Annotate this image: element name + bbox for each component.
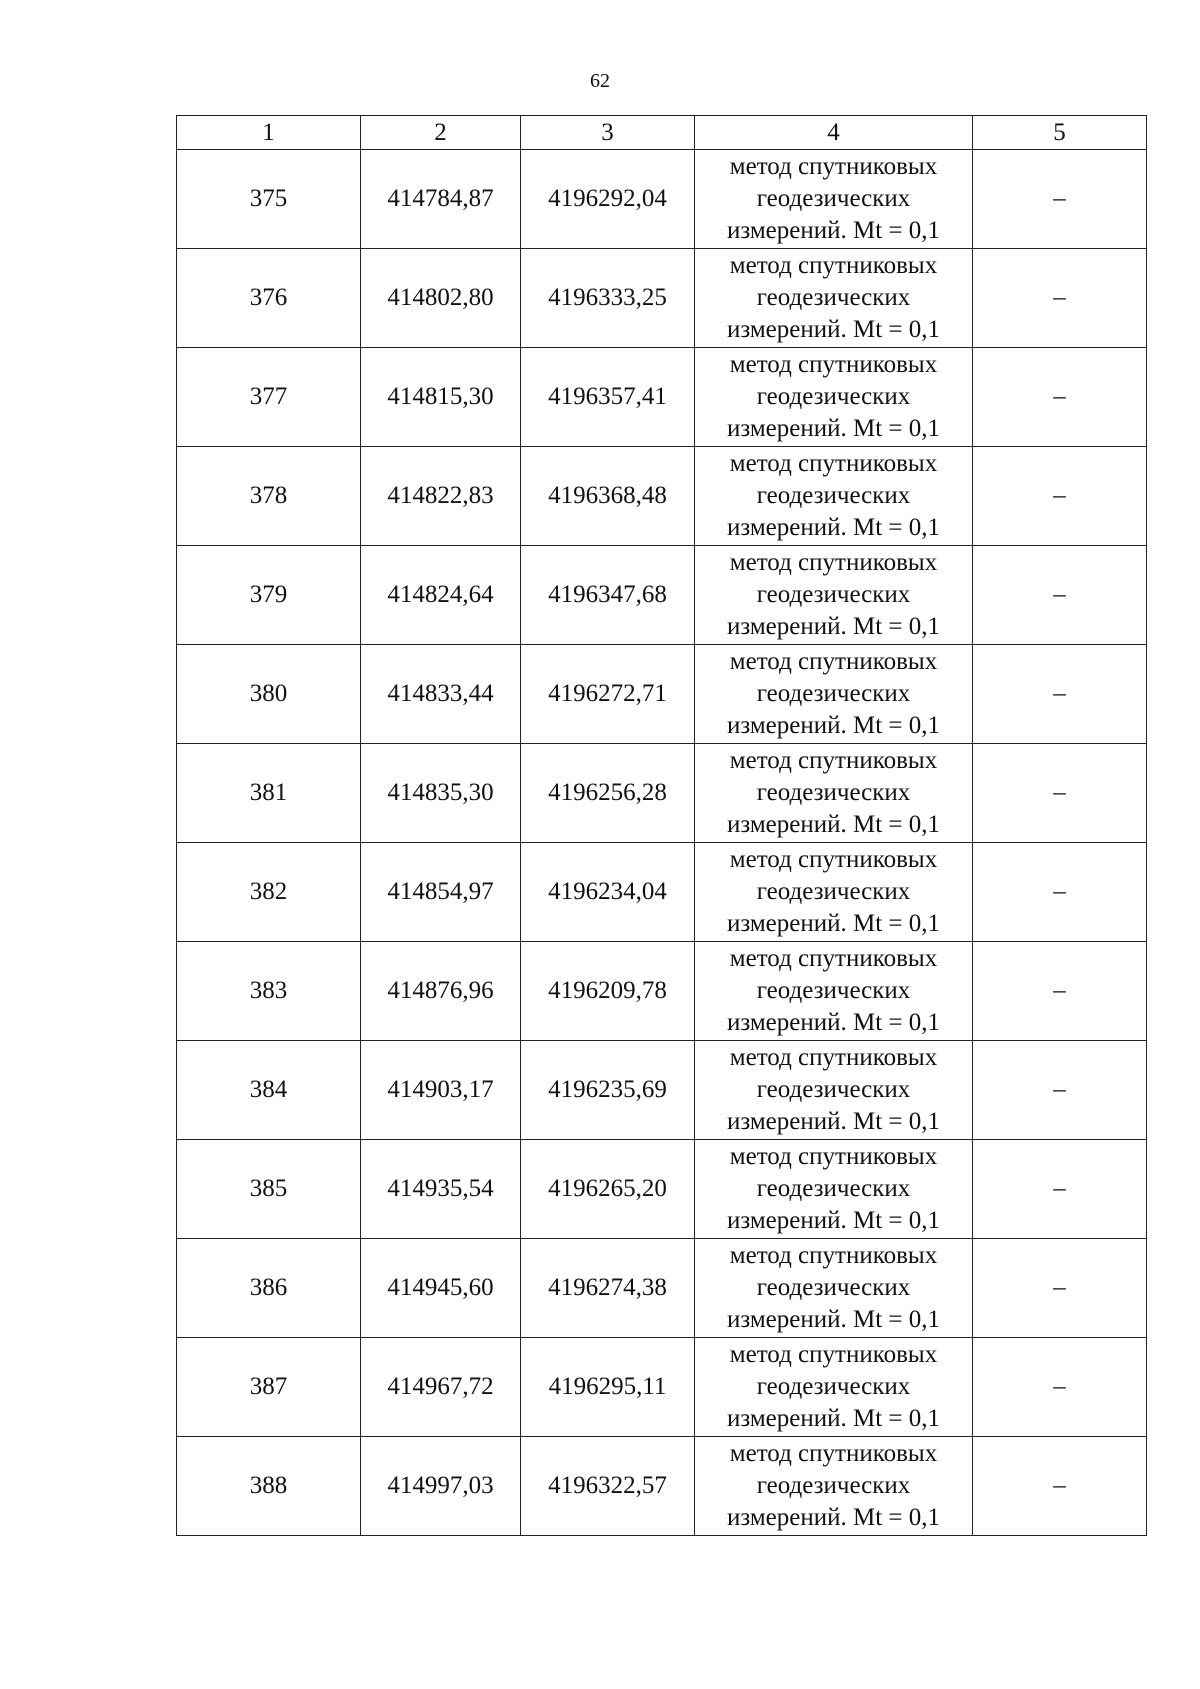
point-number-cell: 380 xyxy=(177,645,361,744)
method-line: геодезических xyxy=(756,284,911,311)
x-coordinate-cell: 414824,64 xyxy=(361,546,521,645)
note-cell: – xyxy=(973,1437,1147,1536)
x-coordinate-cell: 414802,80 xyxy=(361,249,521,348)
point-number-cell: 387 xyxy=(177,1338,361,1437)
x-coordinate-cell: 414903,17 xyxy=(361,1041,521,1140)
x-coordinate-cell: 414854,97 xyxy=(361,843,521,942)
method-line: метод спутниковых xyxy=(729,1044,938,1071)
method-line: измерений. Mt = 0,1 xyxy=(726,514,941,541)
method-line: измерений. Mt = 0,1 xyxy=(726,1405,941,1432)
table-row xyxy=(177,1239,1147,1338)
method-cell xyxy=(695,1239,973,1338)
point-number-cell: 375 xyxy=(177,150,361,249)
point-number-cell: 382 xyxy=(177,843,361,942)
table-row xyxy=(177,150,1147,249)
header-col-5: 5 xyxy=(973,116,1147,150)
note-cell: – xyxy=(973,348,1147,447)
point-number-cell: 377 xyxy=(177,348,361,447)
method-line: геодезических xyxy=(756,581,911,608)
table-row xyxy=(177,843,1147,942)
method-cell xyxy=(695,1041,973,1140)
table-row xyxy=(177,1437,1147,1536)
method-line: геодезических xyxy=(756,482,911,509)
method-line: измерений. Mt = 0,1 xyxy=(726,811,941,838)
method-cell xyxy=(695,249,973,348)
table-row xyxy=(177,1041,1147,1140)
method-line: измерений. Mt = 0,1 xyxy=(726,316,941,343)
method-line: метод спутниковых xyxy=(729,648,938,675)
header-col-4: 4 xyxy=(695,116,973,150)
method-line: измерений. Mt = 0,1 xyxy=(726,910,941,937)
point-number-cell: 388 xyxy=(177,1437,361,1536)
note-cell: – xyxy=(973,150,1147,249)
method-line: измерений. Mt = 0,1 xyxy=(726,1504,941,1531)
note-cell: – xyxy=(973,447,1147,546)
y-coordinate-cell: 4196368,48 xyxy=(521,447,695,546)
x-coordinate-cell: 414784,87 xyxy=(361,150,521,249)
table-row xyxy=(177,942,1147,1041)
method-line: геодезических xyxy=(756,383,911,410)
method-line: геодезических xyxy=(756,1076,911,1103)
method-line: измерений. Mt = 0,1 xyxy=(726,1207,941,1234)
method-cell xyxy=(695,1140,973,1239)
point-number-cell: 383 xyxy=(177,942,361,1041)
method-line: измерений. Mt = 0,1 xyxy=(726,1108,941,1135)
y-coordinate-cell: 4196209,78 xyxy=(521,942,695,1041)
y-coordinate-cell: 4196272,71 xyxy=(521,645,695,744)
method-line: измерений. Mt = 0,1 xyxy=(726,1306,941,1333)
note-cell: – xyxy=(973,1338,1147,1437)
table-row xyxy=(177,1338,1147,1437)
method-cell xyxy=(695,150,973,249)
y-coordinate-cell: 4196347,68 xyxy=(521,546,695,645)
method-cell xyxy=(695,645,973,744)
method-line: метод спутниковых xyxy=(729,450,938,477)
y-coordinate-cell: 4196274,38 xyxy=(521,1239,695,1338)
header-row xyxy=(177,116,1147,150)
method-line: геодезических xyxy=(756,1373,911,1400)
method-cell xyxy=(695,843,973,942)
y-coordinate-cell: 4196235,69 xyxy=(521,1041,695,1140)
point-number-cell: 384 xyxy=(177,1041,361,1140)
method-line: измерений. Mt = 0,1 xyxy=(726,217,941,244)
y-coordinate-cell: 4196295,11 xyxy=(521,1338,695,1437)
method-line: метод спутниковых xyxy=(729,1242,938,1269)
point-number-cell: 386 xyxy=(177,1239,361,1338)
table-row xyxy=(177,447,1147,546)
method-cell xyxy=(695,348,973,447)
method-line: геодезических xyxy=(756,1274,911,1301)
method-line: метод спутниковых xyxy=(729,153,938,180)
y-coordinate-cell: 4196292,04 xyxy=(521,150,695,249)
table-row xyxy=(177,645,1147,744)
method-line: метод спутниковых xyxy=(729,1143,938,1170)
x-coordinate-cell: 414876,96 xyxy=(361,942,521,1041)
note-cell: – xyxy=(973,249,1147,348)
header-col-1: 1 xyxy=(177,116,361,150)
table-row xyxy=(177,249,1147,348)
method-line: метод спутниковых xyxy=(729,549,938,576)
y-coordinate-cell: 4196333,25 xyxy=(521,249,695,348)
note-cell: – xyxy=(973,645,1147,744)
point-number-cell: 378 xyxy=(177,447,361,546)
method-line: метод спутниковых xyxy=(729,1440,938,1467)
method-line: геодезических xyxy=(756,185,911,212)
method-line: измерений. Mt = 0,1 xyxy=(726,415,941,442)
method-cell xyxy=(695,744,973,843)
x-coordinate-cell: 414935,54 xyxy=(361,1140,521,1239)
method-line: геодезических xyxy=(756,680,911,707)
point-number-cell: 376 xyxy=(177,249,361,348)
method-cell xyxy=(695,1338,973,1437)
method-cell xyxy=(695,546,973,645)
method-cell xyxy=(695,1437,973,1536)
note-cell: – xyxy=(973,1140,1147,1239)
method-line: метод спутниковых xyxy=(729,351,938,378)
table-row xyxy=(177,1140,1147,1239)
table-row xyxy=(177,744,1147,843)
y-coordinate-cell: 4196357,41 xyxy=(521,348,695,447)
x-coordinate-cell: 414967,72 xyxy=(361,1338,521,1437)
method-line: геодезических xyxy=(756,779,911,806)
method-line: геодезических xyxy=(756,1175,911,1202)
method-line: метод спутниковых xyxy=(729,1341,938,1368)
method-line: метод спутниковых xyxy=(729,747,938,774)
method-line: измерений. Mt = 0,1 xyxy=(726,613,941,640)
page-number: 62 xyxy=(590,70,610,92)
header-col-3: 3 xyxy=(521,116,695,150)
x-coordinate-cell: 414835,30 xyxy=(361,744,521,843)
x-coordinate-cell: 414815,30 xyxy=(361,348,521,447)
note-cell: – xyxy=(973,1239,1147,1338)
point-number-cell: 379 xyxy=(177,546,361,645)
x-coordinate-cell: 414997,03 xyxy=(361,1437,521,1536)
point-number-cell: 381 xyxy=(177,744,361,843)
note-cell: – xyxy=(973,546,1147,645)
method-cell xyxy=(695,447,973,546)
method-line: геодезических xyxy=(756,977,911,1004)
method-line: метод спутниковых xyxy=(729,846,938,873)
method-cell xyxy=(695,942,973,1041)
table-row xyxy=(177,348,1147,447)
y-coordinate-cell: 4196234,04 xyxy=(521,843,695,942)
y-coordinate-cell: 4196322,57 xyxy=(521,1437,695,1536)
method-line: геодезических xyxy=(756,1472,911,1499)
y-coordinate-cell: 4196256,28 xyxy=(521,744,695,843)
coordinates-table xyxy=(176,115,1147,1536)
note-cell: – xyxy=(973,843,1147,942)
y-coordinate-cell: 4196265,20 xyxy=(521,1140,695,1239)
method-line: измерений. Mt = 0,1 xyxy=(726,1009,941,1036)
method-line: измерений. Mt = 0,1 xyxy=(726,712,941,739)
note-cell: – xyxy=(973,942,1147,1041)
header-col-2: 2 xyxy=(361,116,521,150)
x-coordinate-cell: 414833,44 xyxy=(361,645,521,744)
point-number-cell: 385 xyxy=(177,1140,361,1239)
x-coordinate-cell: 414945,60 xyxy=(361,1239,521,1338)
table-row xyxy=(177,546,1147,645)
x-coordinate-cell: 414822,83 xyxy=(361,447,521,546)
method-line: метод спутниковых xyxy=(729,945,938,972)
method-line: геодезических xyxy=(756,878,911,905)
note-cell: – xyxy=(973,1041,1147,1140)
note-cell: – xyxy=(973,744,1147,843)
method-line: метод спутниковых xyxy=(729,252,938,279)
